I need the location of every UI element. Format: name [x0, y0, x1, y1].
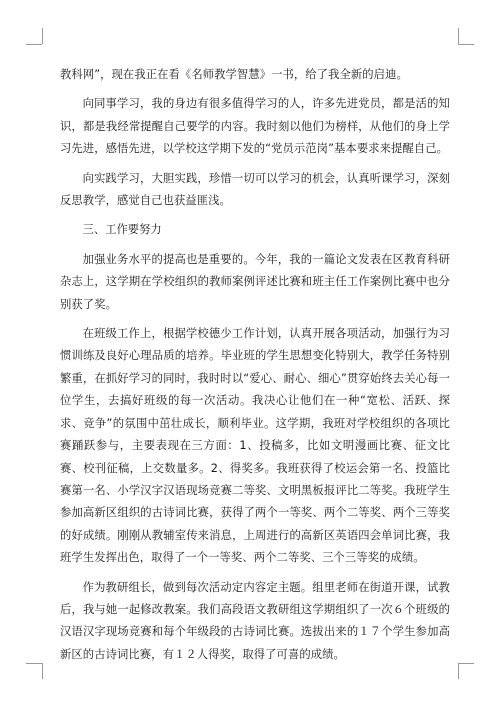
paragraph-learn-from-colleagues: 向同事学习，我的身边有很多值得学习的人，许多先进党员，都是活的知识，都是我经常提醒自己要学的内容。我时刻以他们为榜样，从他们的身上学习先进，感悟先进，以学校这学期下发的“党员示范岗”基本要求来提醒自己。 — [60, 97, 450, 156]
crop-mark-bottom-right-h — [458, 663, 474, 664]
paragraph-learn-from-practice: 向实践学习，大胆实践，珍惜一切可以学习的机会，认真听课学习，深刻反思教学，感觉自己也获益匪浅。 — [60, 171, 450, 208]
crop-mark-top-left-h — [26, 44, 42, 45]
paragraph-research-group: 作为教研组长，做到每次活动定内容定主题。组里老师在街道开课，试教后，我与她一起修改教案。我们高段语文教研组这学期组织了一次６个班级的汉语汉字现场竞赛和每个年级段的古诗词比赛。选拔出来的１７个学生参加高新区的古诗词比赛，有１２人得奖，取得了可喜的成绩。 — [60, 580, 450, 661]
crop-mark-top-right-h — [458, 44, 474, 45]
crop-mark-bottom-left-h — [26, 663, 42, 664]
document-body — [60, 64, 450, 673]
section-heading: 三、工作要努力 — [82, 223, 162, 237]
crop-mark-bottom-right-v — [458, 663, 459, 679]
crop-mark-bottom-left-v — [42, 663, 43, 679]
crop-mark-top-right-v — [458, 28, 459, 44]
paragraph-continuation: 教科网”，现在我正在看《名师教学智慧》一书，给了我全新的启迪。 — [60, 68, 408, 81]
paragraph-class-work: 在班级工作上，根据学校德少工作计划，认真开展各项活动，加强行为习惯训练及良好心理品质的培养。毕业班的学生思想变化特别大，教学任务特别繁重，在抓好学习的同时，我时时以“爱心、耐心、细心”贯穿始终去关心每一位学生，去搞好班级的每一次活动。我决心让他们在一种“宽松、活跃、探求、竞争”的氛围中茁壮成长，顺利毕业。这学期，我班对学校组织的各项比赛踊跃参与，主要表现在三方面：1、投稿多，比如文明漫画比赛、征文比赛、校刊征稿，上交数量多。2、得奖多。我班获得了校运会第一名、投篮比赛第一名、小学汉字汉语现场竞赛二等奖、文明黑板报评比二等奖。我班学生参加高新区组织的古诗词比赛，获得了两个一等奖、两个二等奖、两个三等奖的好成绩。刚刚从教辅室传来消息，上周进行的高新区英语四会单词比赛，我班学生发挥出色，取得了一个一等奖、两个二等奖、三个三等奖的成绩。 — [60, 327, 450, 565]
crop-mark-top-left-v — [42, 28, 43, 44]
paragraph-professional-skills: 加强业务水平的提高也是重要的。今年，我的一篇论文发表在区教育科研杂志上，这学期在学校组织的教师案例评述比赛和班主任工作案例比赛中也分别获了奖。 — [60, 252, 450, 311]
